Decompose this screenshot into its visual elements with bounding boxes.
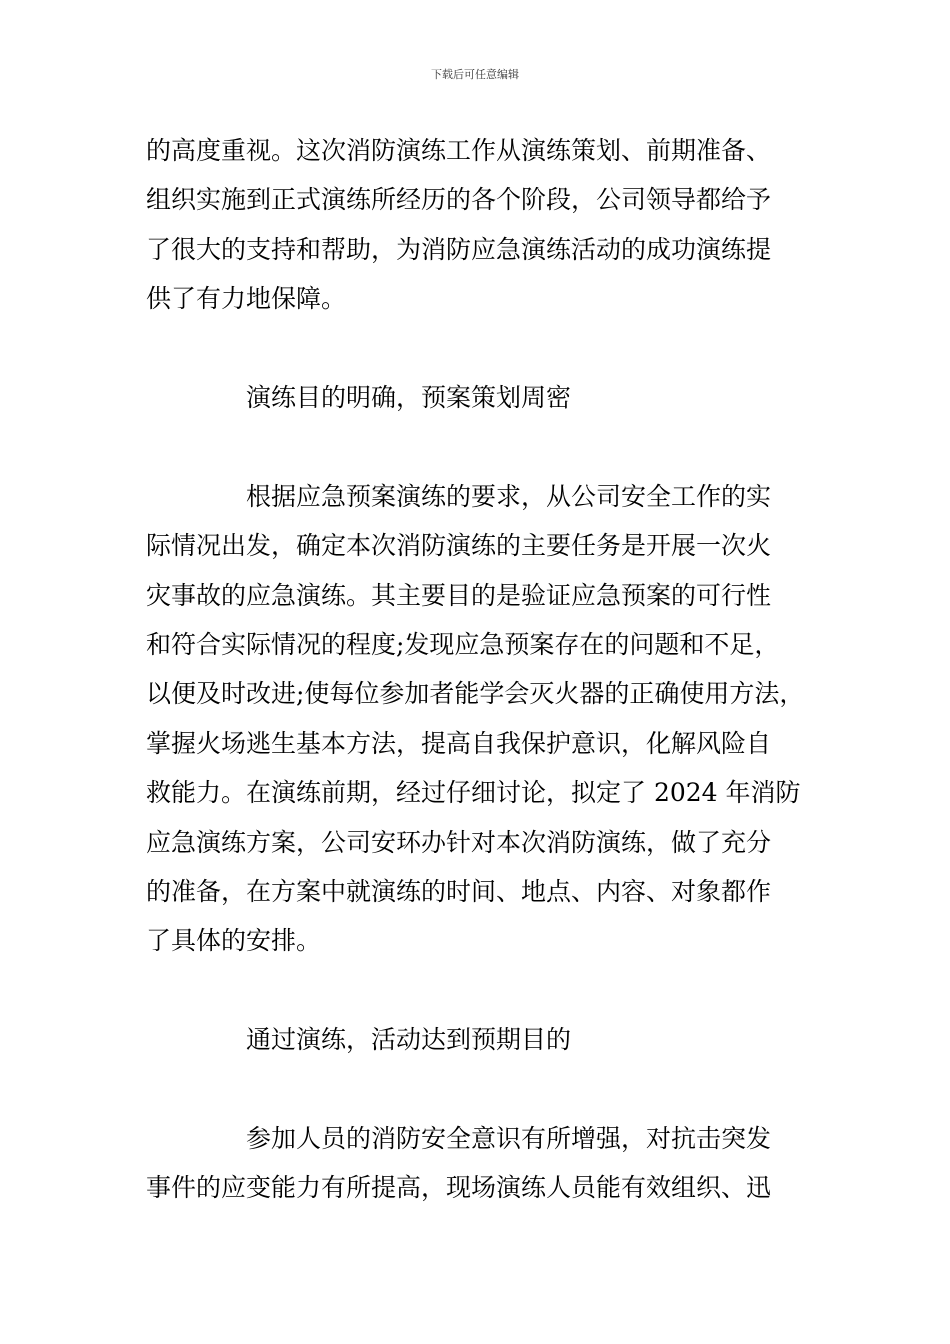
text-line: 的准备，在方案中就演练的时间、地点、内容、对象都作 <box>146 877 772 907</box>
text-line: 以便及时改进;使每位参加者能学会灭火器的正确使用方法， <box>146 679 805 709</box>
text-line: 了具体的安排。 <box>146 926 322 956</box>
paragraph-2 <box>146 472 826 966</box>
paragraph-gap <box>146 324 826 373</box>
text-line: 和符合实际情况的程度;发现应急预案存在的问题和不足， <box>146 630 780 660</box>
text-line: 供了有力地保障。 <box>146 284 347 314</box>
section-heading-2: 通过演练，活动达到预期目的 <box>246 1025 572 1055</box>
page-header: 下载后可任意编辑 <box>431 68 519 81</box>
text-line: 参加人员的消防安全意识有所增强，对抗击突发 <box>246 1124 772 1154</box>
paragraph-gap <box>146 966 826 1015</box>
paragraph-3 <box>146 1114 826 1213</box>
text-line: 的高度重视。这次消防演练工作从演练策划、前期准备、 <box>146 136 772 165</box>
paragraph-gap <box>146 422 826 471</box>
text-line: 灾事故的应急演练。其主要目的是验证应急预案的可行性 <box>146 580 772 610</box>
text-line: 了很大的支持和帮助，为消防应急演练活动的成功演练提 <box>146 234 772 264</box>
text-line: 应急演练方案，公司安环办针对本次消防演练，做了充分 <box>146 827 772 857</box>
section-heading-1: 演练目的明确，预案策划周密 <box>246 383 572 413</box>
text-line: 事件的应变能力有所提高，现场演练人员能有效组织、迅 <box>146 1173 772 1203</box>
text-line: 组织实施到正式演练所经历的各个阶段，公司领导都给予 <box>146 185 772 215</box>
text-line: 救能力。在演练前期，经过仔细讨论，拟定了 2024 年消防 <box>146 778 801 808</box>
document-body <box>146 126 826 1213</box>
paragraph-gap <box>146 1065 826 1114</box>
text-line: 根据应急预案演练的要求，从公司安全工作的实 <box>246 481 772 511</box>
text-line: 掌握火场逃生基本方法，提高自我保护意识，化解风险自 <box>146 728 772 758</box>
paragraph-1 <box>146 126 826 324</box>
text-line: 际情况出发，确定本次消防演练的主要任务是开展一次火 <box>146 531 772 561</box>
